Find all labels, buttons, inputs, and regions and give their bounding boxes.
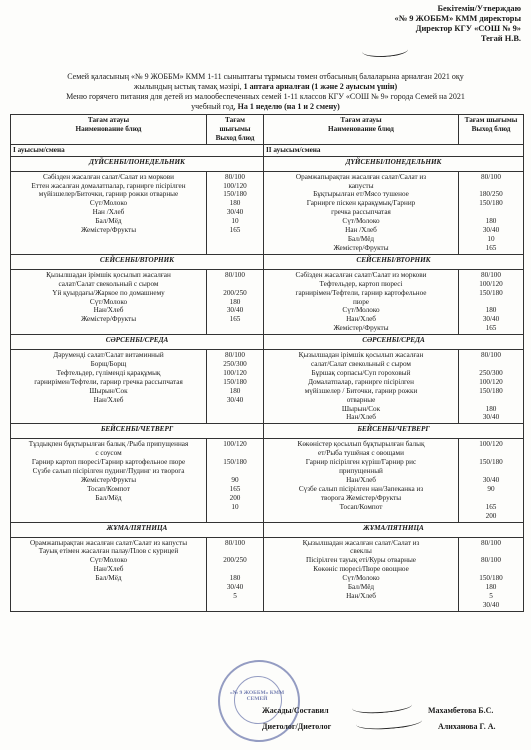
dish-item: Сүзбе салып пісірілген нан/Запеканка из bbox=[298, 484, 424, 493]
header-dish-s2: Тағам атауы Наименование блюд bbox=[264, 115, 459, 145]
dish-item bbox=[266, 512, 456, 521]
day-name-shift-2: ЖҰМА/ПЯТНИЦА bbox=[264, 522, 524, 537]
dish-list-s2 bbox=[264, 269, 459, 334]
dish-item: мүйізшелер / Биточки, гарнир рожки bbox=[304, 386, 418, 395]
dish-item: Нан/Хлеб bbox=[346, 413, 376, 422]
dish-item: Жемістер/Фрукты bbox=[333, 243, 389, 252]
intro-ru-line-2a: учебный год, bbox=[191, 102, 238, 111]
dish-list-s2 bbox=[264, 171, 459, 254]
dish-item: Бұршақ сорпасы/Суп гороховый bbox=[311, 368, 411, 377]
dish-item: салат/Салат свекольный с сыром bbox=[58, 279, 159, 288]
output-list-s1 bbox=[207, 171, 264, 254]
dish-item: пюре bbox=[353, 297, 369, 306]
dish-output: 150/180 bbox=[223, 190, 247, 199]
table-header-row bbox=[11, 115, 524, 145]
dish-item: с соусом bbox=[95, 449, 122, 458]
dish-item: Көкөністер қосылып бұқтырылған балық bbox=[297, 440, 425, 449]
dish-output: 200/250 bbox=[223, 556, 247, 565]
dish-item: Сүзбе салып пісірілген пудинг/Пудинг из творога bbox=[32, 467, 185, 476]
dish-output bbox=[209, 280, 261, 289]
dish-item: Нан/Хлеб bbox=[346, 476, 376, 484]
dish-output: 200 bbox=[229, 493, 241, 502]
dish-output bbox=[461, 494, 521, 503]
menu-table bbox=[10, 114, 524, 612]
dish-item: Тосап/Компот bbox=[87, 484, 130, 493]
dish-output: 30/40 bbox=[482, 226, 500, 235]
header-out-s2: Тағам шығымы Выход блюд bbox=[459, 115, 524, 145]
dish-item: Орамжапырақтан жасалған салат/Салат из bbox=[295, 172, 427, 181]
output-list-s2 bbox=[459, 269, 524, 334]
dish-item: свеклы bbox=[350, 547, 372, 556]
dish-output: 150/180 bbox=[479, 199, 503, 208]
dietitian-name: Алиханова Г. А. bbox=[438, 722, 496, 731]
approval-line-2: «№ 9 ЖОББМ» КММ директоры bbox=[394, 14, 521, 23]
dish-item bbox=[13, 503, 204, 512]
dish-item: Нан/Хлеб bbox=[93, 395, 124, 404]
intro-kz-line-1: Семей қаласының «№ 9 ЖОББМ» КММ 1-11 сыныптағы тұрмысы төмен отбасының балаларына арналған 2021 оқу bbox=[67, 72, 464, 81]
dish-output bbox=[461, 298, 521, 307]
dish-output: 165 bbox=[229, 484, 241, 493]
dish-item: Нан /Хлеб bbox=[92, 208, 125, 217]
day-content-row bbox=[11, 439, 524, 522]
dish-item: Борщ/Борщ bbox=[90, 360, 127, 369]
dish-output: 180 bbox=[229, 297, 241, 306]
day-header-row bbox=[11, 156, 524, 171]
output-list-s2 bbox=[459, 171, 524, 254]
day-name-shift-1: СЕЙСЕНБІ/ВТОРНИК bbox=[11, 254, 264, 269]
dish-output: 80/100 bbox=[481, 172, 501, 181]
dish-item: Нан/Хлеб bbox=[93, 565, 124, 574]
output-list-s2 bbox=[459, 350, 524, 424]
dish-item: Қызылшадан ірімшік қосылып жасалған bbox=[46, 270, 171, 279]
dish-output bbox=[461, 360, 521, 369]
dish-item: Нан /Хлеб bbox=[345, 226, 377, 235]
dish-item: Бал/Мёд bbox=[347, 234, 375, 243]
dish-output bbox=[461, 565, 521, 574]
dish-item: припущенный bbox=[339, 467, 383, 476]
dish-output: 10 bbox=[231, 502, 239, 511]
dish-item: Тауық етімен жасалған палау/Плов с курицей bbox=[38, 547, 179, 556]
dish-item: Нан/Хлеб bbox=[93, 306, 124, 315]
header-out-s1: Тағам шығымы Выход блюд bbox=[207, 115, 264, 145]
dish-output: 100/120 bbox=[479, 377, 503, 386]
dish-output: 30/40 bbox=[482, 600, 500, 609]
dish-output: 150/180 bbox=[479, 458, 503, 467]
dish-item: Бал/Мёд bbox=[95, 574, 122, 583]
dish-item: Бал/Мёд bbox=[95, 217, 122, 226]
dish-item: Жемістер/Фрукты bbox=[80, 315, 137, 324]
dish-output: 80/100 bbox=[481, 270, 501, 279]
output-list-s1 bbox=[207, 350, 264, 424]
dish-item: Қызылшадан жасалған салат/Салат из bbox=[302, 538, 420, 547]
dish-item: гарнирімен/Тефтели, гарнир картофельное bbox=[295, 288, 427, 297]
day-header-row bbox=[11, 522, 524, 537]
day-name-shift-1: ДҮЙСЕНБІ/ПОНЕДЕЛЬНИК bbox=[11, 156, 264, 171]
dish-output: 30/40 bbox=[226, 306, 244, 315]
dish-output: 80/100 bbox=[481, 538, 501, 547]
dish-item: Орамжапырақтан жасалған салат/Салат из капусты bbox=[29, 538, 188, 547]
dish-output: 5 bbox=[489, 591, 493, 600]
dish-item: Гарнирге піскен қарақұмық/Гарнир bbox=[306, 199, 416, 208]
dish-list-s2 bbox=[264, 537, 459, 611]
dish-output: 100/120 bbox=[223, 368, 247, 377]
shift-row bbox=[11, 144, 524, 156]
dish-item: отварные bbox=[346, 395, 376, 404]
dish-output: 30/40 bbox=[482, 413, 500, 422]
dish-item: Сәбізден жасалған салат/Салат из моркови bbox=[295, 270, 427, 279]
dish-item: Сүт/Молоко bbox=[89, 297, 128, 306]
dish-output bbox=[209, 467, 261, 476]
dish-item bbox=[13, 592, 204, 601]
dish-output: 80/100 bbox=[225, 351, 245, 360]
dish-output: 100/120 bbox=[223, 440, 247, 449]
dish-item: Көкөніс пюресі/Пюре овощное bbox=[313, 565, 409, 574]
dish-output bbox=[209, 565, 261, 574]
dish-item: гречка рассыпчатая bbox=[331, 208, 391, 217]
dish-list-s1 bbox=[11, 537, 207, 611]
day-content-row bbox=[11, 171, 524, 254]
dish-item: мүйізшелер/Биточки, гарнир рожки отварные bbox=[38, 190, 179, 199]
school-stamp-text: «№ 9 ЖОББМ» КММ СЕМЕЙ bbox=[229, 690, 285, 702]
intro-kz-line-2b: 1 аптаға арналған (1 және 2 ауысым үшін) bbox=[243, 82, 398, 91]
dish-item: Үй қуырдағы/Жаркое по домашнему bbox=[52, 288, 165, 297]
dish-output: 165 bbox=[485, 324, 497, 333]
dish-item: Сүт/Молоко bbox=[89, 199, 128, 208]
dish-list-s1 bbox=[11, 269, 207, 334]
dish-output: 5 bbox=[233, 591, 237, 600]
dish-list-s2 bbox=[264, 439, 459, 522]
day-name-shift-2: СӘРСЕНБІ/СРЕДА bbox=[264, 335, 524, 350]
dish-list-s1 bbox=[11, 171, 207, 254]
intro-text bbox=[8, 72, 523, 112]
dish-item: Сүт/Молоко bbox=[89, 556, 128, 565]
dish-output: 180 bbox=[485, 404, 497, 413]
dish-item: Шырын/Сок bbox=[89, 386, 128, 395]
day-name-shift-2: БЕЙСЕНБІ/ЧЕТВЕРГ bbox=[264, 424, 524, 439]
dish-item bbox=[13, 583, 204, 592]
dish-item: Тефтельдер, гүліменді қарақұмық bbox=[56, 368, 161, 377]
dish-output bbox=[209, 547, 261, 556]
dish-item: творога Жемістер/Фрукты bbox=[320, 493, 402, 502]
dish-item: Тефтельдер, картоп пюресі bbox=[319, 279, 403, 288]
output-list-s1 bbox=[207, 439, 264, 522]
day-content-row bbox=[11, 269, 524, 334]
dish-list-s1 bbox=[11, 350, 207, 424]
dish-item: гарнирімен/Тефтели, гарнир гречка рассыпчатая bbox=[34, 377, 183, 386]
dish-item: Сүт/Молоко bbox=[342, 217, 380, 226]
dish-output: 30/40 bbox=[482, 315, 500, 324]
output-list-s2 bbox=[459, 439, 524, 522]
dish-output: 80/100 bbox=[225, 538, 245, 547]
dish-item: капусты bbox=[348, 181, 374, 190]
day-content-row bbox=[11, 350, 524, 424]
dish-item: Жемістер/Фрукты bbox=[80, 226, 137, 235]
dish-output: 10 bbox=[487, 234, 495, 243]
day-content-row bbox=[11, 537, 524, 611]
day-header-row bbox=[11, 424, 524, 439]
shift-1-label: І ауысым/смена bbox=[11, 144, 264, 156]
dish-output: 180 bbox=[229, 574, 241, 583]
dish-item: Жемістер/Фрукты bbox=[80, 476, 137, 484]
dish-item: Тұздықпен бұқтырылған балық /Рыба припущенная bbox=[28, 440, 189, 449]
dish-output bbox=[461, 182, 521, 191]
output-list-s1 bbox=[207, 537, 264, 611]
dish-output: 200 bbox=[485, 511, 497, 520]
dish-item: Бал/Мёд bbox=[95, 493, 122, 502]
dish-output: 165 bbox=[229, 315, 241, 324]
dish-item: Нан/Хлеб bbox=[346, 591, 376, 600]
day-name-shift-2: ДҮЙСЕНБІ/ПОНЕДЕЛЬНИК bbox=[264, 156, 524, 171]
dish-item: Сәбізден жасалған салат/Салат из моркови bbox=[43, 172, 174, 181]
dish-item: Еттен жасалған домалатпалар, гарнирге пісірілген bbox=[31, 181, 186, 190]
approval-line-1: Бекітемін/Утверждаю bbox=[437, 4, 521, 13]
dietitian-signature bbox=[356, 713, 423, 733]
intro-ru-line-1: Меню горячего питания для детей из малообеспеченных семей 1-11 классов КГУ «СОШ № 9» города Семей на 2021 bbox=[66, 92, 465, 101]
dish-output: 165 bbox=[485, 243, 497, 252]
dish-output: 150/180 bbox=[479, 574, 503, 583]
intro-kz-line-2a: жылындың ыстық тамақ мәзірі, bbox=[133, 82, 244, 91]
dish-output: 80/100 bbox=[225, 270, 245, 279]
dish-item: Бал/Мёд bbox=[347, 583, 375, 592]
dish-item: Домалатпалар, гарнирге пісірілген bbox=[308, 377, 414, 386]
day-name-shift-1: СӘРСЕНБІ/СРЕДА bbox=[11, 335, 264, 350]
dish-output: 80/100 bbox=[481, 556, 501, 565]
dish-output: 180 bbox=[229, 199, 241, 208]
dish-output: 250/300 bbox=[223, 360, 247, 369]
dish-output bbox=[461, 547, 521, 556]
dish-output: 10 bbox=[231, 217, 239, 226]
director-signature bbox=[361, 42, 408, 60]
dish-output: 250/300 bbox=[479, 368, 503, 377]
dish-output: 200/250 bbox=[223, 288, 247, 297]
dish-output: 100/120 bbox=[479, 279, 503, 288]
dish-item: Сүт/Молоко bbox=[342, 574, 380, 583]
dish-output bbox=[461, 396, 521, 405]
dish-item: Тосап/Компот bbox=[339, 502, 383, 511]
compiler-label: Жасады/Составил bbox=[262, 706, 329, 715]
dish-output: 165 bbox=[485, 502, 497, 511]
dish-output: 180 bbox=[229, 386, 241, 395]
day-name-shift-1: ЖҰМА/ПЯТНИЦА bbox=[11, 522, 264, 537]
dish-output: 180/250 bbox=[479, 190, 503, 199]
dish-item: Гарнир пісірілген күріш/Гарнир рис bbox=[305, 458, 417, 467]
dish-item: Дәруменді салат/Салат витаминный bbox=[53, 351, 164, 360]
dish-output: 30/40 bbox=[226, 208, 244, 217]
day-header-row bbox=[11, 254, 524, 269]
dish-output: 30/40 bbox=[482, 476, 500, 484]
dish-output: 100/120 bbox=[479, 440, 503, 449]
dietitian-label: Диетолог/Диетолог bbox=[262, 722, 332, 731]
dish-item: Гарнир картоп пюресі/Гарнир картофельное пюре bbox=[31, 458, 186, 467]
dish-item bbox=[266, 601, 456, 610]
dish-list-s2 bbox=[264, 350, 459, 424]
dish-item: Жемістер/Фрукты bbox=[333, 324, 389, 333]
dish-item: Пісірілген тауық еті/Куры отварные bbox=[306, 556, 416, 565]
intro-ru-line-2b: На 1 неделю (на 1 и 2 смену) bbox=[237, 102, 340, 111]
day-header-row bbox=[11, 335, 524, 350]
approval-block bbox=[301, 4, 521, 44]
dish-output: 150/180 bbox=[223, 377, 247, 386]
dish-output: 150/180 bbox=[223, 458, 247, 467]
approval-line-3: Директор КГУ «СОШ № 9» bbox=[415, 24, 521, 33]
dish-output: 180 bbox=[485, 217, 497, 226]
dish-output: 80/100 bbox=[225, 172, 245, 181]
dish-output: 30/40 bbox=[226, 395, 244, 404]
dish-list-s1 bbox=[11, 439, 207, 522]
dish-item: Сүт/Молоко bbox=[342, 306, 380, 315]
dish-output bbox=[209, 449, 261, 458]
compiler-name: Махамбетова Б.С. bbox=[428, 706, 494, 715]
dish-item: Бұқтырылған ет/Мясо тушеное bbox=[313, 190, 409, 199]
shift-2-label: ІІ ауысым/смена bbox=[264, 144, 524, 156]
dish-item: Нан/Хлеб bbox=[346, 315, 376, 324]
dish-output: 90 bbox=[231, 476, 239, 484]
output-list-s2 bbox=[459, 537, 524, 611]
approval-line-4: Тегай Н.В. bbox=[480, 34, 521, 43]
dish-output: 150/180 bbox=[479, 386, 503, 395]
day-name-shift-1: БЕЙСЕНБІ/ЧЕТВЕРГ bbox=[11, 424, 264, 439]
dish-output: 165 bbox=[229, 226, 241, 235]
output-list-s1 bbox=[207, 269, 264, 334]
dish-output bbox=[461, 449, 521, 458]
dish-item: Шырын/Сок bbox=[341, 404, 381, 413]
dish-output: 180 bbox=[485, 583, 497, 592]
dish-item: ет/Рыба тушёная с овощами bbox=[318, 449, 404, 458]
dish-output: 90 bbox=[487, 484, 495, 493]
day-name-shift-2: СЕЙСЕНБІ/ВТОРНИК bbox=[264, 254, 524, 269]
dish-output: 80/100 bbox=[481, 351, 501, 360]
dish-output: 150/180 bbox=[479, 288, 503, 297]
dish-output: 30/40 bbox=[226, 583, 244, 592]
dish-item: салат/Салат свекольный с сыром bbox=[311, 360, 411, 369]
compiler-signature bbox=[351, 697, 412, 716]
dish-item: Қызылшадан ірімшік қосылып жасалған bbox=[298, 351, 424, 360]
dish-output: 180 bbox=[485, 306, 497, 315]
header-dish-s1: Тағам атауы Наименование блюд bbox=[11, 115, 207, 145]
dish-output: 100/120 bbox=[223, 181, 247, 190]
dish-output bbox=[461, 467, 521, 476]
dish-output bbox=[461, 208, 521, 217]
